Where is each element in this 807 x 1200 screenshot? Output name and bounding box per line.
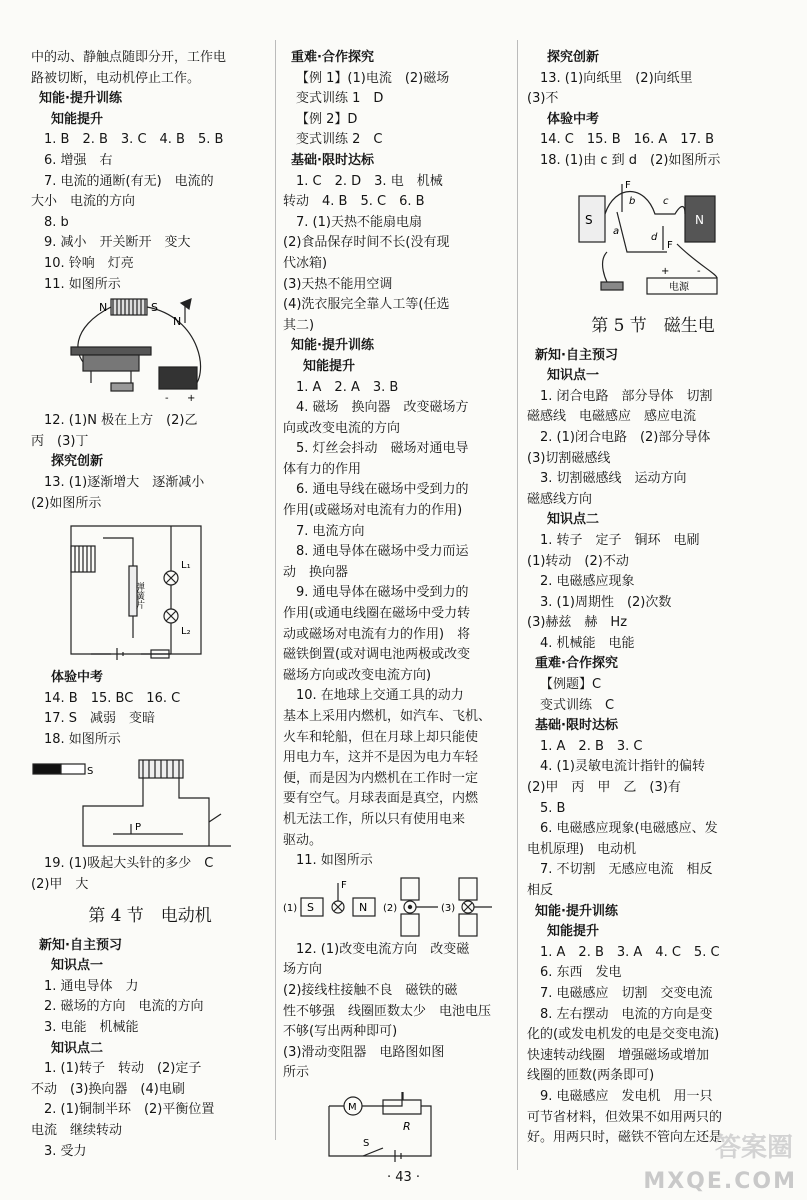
- r18-label-f1: F: [625, 179, 631, 191]
- text-line: 向或改变电流的方向: [283, 420, 401, 436]
- col3-block-a: [527, 48, 779, 172]
- text-line: (2)如图所示: [31, 495, 102, 511]
- text-line: 9. 减小 开关断开 变大: [44, 235, 191, 251]
- text-line: 中的动、静触点随即分开，工作电: [31, 50, 227, 65]
- m12-label-r: R: [403, 1119, 411, 1133]
- figure-11-svg: [31, 297, 231, 409]
- text-line: 8. 通电导体在磁场中受力而运: [296, 544, 469, 560]
- figure-motor-12-svg: [283, 1086, 511, 1170]
- text-line: 4. 机械能 电能: [540, 635, 635, 651]
- text-line: 10. 铃响 灯亮: [44, 255, 134, 271]
- text-line: (3)滑动变阻器 电路图如图: [283, 1044, 445, 1060]
- text-line: 【例题】C: [540, 677, 602, 693]
- text-line: 10. 在地球上交通工具的动力: [296, 688, 464, 704]
- text-line: 驱动。: [283, 832, 323, 848]
- text-line: 8. b: [44, 214, 69, 230]
- text-line: 11. 如图所示: [44, 276, 121, 292]
- col2-block-a: [283, 48, 511, 872]
- text-line: 3. 电能 机械能: [44, 1020, 139, 1036]
- figure-18-generator: [567, 174, 779, 306]
- text-line: 19. (1)吸起大头针的多少 C: [44, 856, 214, 872]
- text-line: 13. (1)逐渐增大 逐渐减小: [44, 474, 205, 490]
- text-line: 代冰箱): [283, 255, 328, 271]
- text-line: 6. 通电导线在磁场中受到力的: [296, 482, 469, 498]
- m11-label-p3: (3): [441, 902, 456, 914]
- fig13-label-l1: L₁: [181, 560, 191, 572]
- text-line: 18. 如图所示: [44, 731, 121, 747]
- text-line: 知能提升: [303, 358, 356, 374]
- text-line: 17. S 减弱 变暗: [44, 711, 156, 727]
- text-line: 11. 如图所示: [296, 853, 373, 869]
- watermark: MXQE.COM: [643, 1169, 797, 1194]
- text-line: 8. 左右摆动 电流的方向是变: [540, 1006, 713, 1022]
- r18-label-f2: F: [667, 239, 673, 251]
- col1-block-b: [31, 411, 269, 514]
- figure-18-generator-svg: [567, 174, 747, 306]
- text-line: (2)甲 大: [31, 877, 89, 893]
- text-line: 转动 4. B 5. C 6. B: [283, 194, 425, 210]
- text-line: 体验中考: [547, 111, 600, 127]
- text-line: 知识点一: [51, 958, 104, 974]
- text-line: 7. (1)天热不能扇电扇: [296, 214, 422, 230]
- text-line: 新知·自主预习: [535, 347, 618, 363]
- text-line: 磁感线方向: [527, 491, 593, 507]
- text-line: 所示: [283, 1065, 310, 1081]
- text-line: 7. 不切割 无感应电流 相反: [540, 862, 713, 878]
- text-line: 要有空气。月球表面是真空，内燃: [283, 791, 479, 807]
- text-line: 其二): [283, 317, 315, 333]
- text-line: 6. 东西 发电: [540, 965, 622, 981]
- fig18-label-s: S: [87, 766, 94, 778]
- text-line: 3. 切割磁感线 运动方向: [540, 471, 687, 487]
- figure-18-circuit: [31, 752, 269, 852]
- text-line: 12. (1)改变电流方向 改变磁: [296, 941, 470, 957]
- figure-11-circuit: [31, 297, 269, 409]
- column-1: [31, 48, 269, 1162]
- r18-label-a: a: [613, 225, 620, 237]
- text-line: 18. (1)由 c 到 d (2)如图所示: [540, 152, 721, 168]
- text-line: 知能提升: [51, 111, 104, 127]
- text-line: 1. 转子 定子 铜环 电刷: [540, 532, 700, 548]
- text-line: 相反: [527, 883, 554, 898]
- text-line: (3)不: [527, 91, 559, 107]
- text-line: (2)食品保存时间不长(没有现: [283, 235, 450, 251]
- figure-18-svg: [31, 752, 231, 852]
- text-line: 知能提升: [547, 924, 600, 940]
- text-line: 电流 继续转动: [31, 1123, 123, 1138]
- figure-motor-11: [283, 874, 511, 938]
- column-3: [527, 48, 779, 1149]
- fig11-label-plus: +: [187, 393, 196, 405]
- r18-label-d: d: [651, 231, 658, 243]
- m11-label-n: N: [359, 900, 368, 914]
- text-line: 6. 增强 右: [44, 152, 113, 168]
- m11-label-f: F: [341, 879, 347, 891]
- text-line: 14. B 15. BC 16. C: [44, 690, 181, 706]
- col3-block-b: [527, 346, 779, 1149]
- text-line: 新知·自主预习: [39, 937, 122, 953]
- text-line: 1. 闭合电路 部分导体 切割: [540, 388, 713, 404]
- text-line: 4. (1)灵敏电流计指针的偏转: [540, 759, 705, 775]
- text-line: 7. 电流方向: [296, 523, 365, 539]
- fig11-label-s: S: [151, 301, 158, 315]
- text-line: 化的(或发电机发的电是交变电流): [527, 1027, 720, 1043]
- text-line: 动 换向器: [283, 564, 349, 580]
- text-line: 知识点二: [51, 1040, 104, 1056]
- text-line: 知能·提升训练: [39, 91, 122, 107]
- text-line: 探究创新: [547, 50, 600, 65]
- text-line: 磁感线 电磁感应 感应电流: [527, 409, 697, 425]
- col1-block-a: [31, 48, 269, 295]
- fig13-label-spring: 弹簧片: [134, 582, 144, 610]
- text-line: 大小 电流的方向: [31, 194, 136, 210]
- r18-label-n: N: [695, 212, 704, 227]
- text-line: 2. (1)铜制半环 (2)平衡位置: [44, 1102, 215, 1118]
- text-line: 磁铁倒置(或对调电池两极或改变: [283, 647, 471, 663]
- text-line: 基础·限时达标: [535, 718, 618, 734]
- text-line: 知能·提升训练: [291, 338, 374, 354]
- column-divider-left: [275, 40, 276, 1140]
- section-title-4: 第 4 节 电动机: [88, 905, 212, 926]
- text-line: 14. C 15. B 16. A 17. B: [540, 132, 715, 148]
- text-line: 体有力的作用: [283, 461, 362, 477]
- text-line: 变式训练 C: [540, 697, 615, 713]
- r18-label-b: b: [629, 195, 636, 207]
- text-line: 变式训练 1 D: [296, 91, 384, 107]
- text-line: 好。用两只时，磁铁不管向左还是: [527, 1130, 723, 1146]
- text-line: 1. 通电导体 力: [44, 978, 139, 994]
- fig11-label-n: N: [99, 301, 108, 315]
- text-line: 1. C 2. D 3. 电 机械: [296, 173, 443, 189]
- text-line: 【例 2】D: [296, 111, 358, 127]
- text-line: 路被切断，电动机停止工作。: [31, 70, 201, 86]
- m12-label-s: S: [363, 1137, 370, 1149]
- text-line: 12. (1)N 极在上方 (2)乙: [44, 413, 198, 429]
- text-line: 4. 磁场 换向器 改变磁场方: [296, 400, 469, 416]
- col1-block-c: [31, 668, 269, 750]
- r18-label-plus: +: [661, 265, 670, 277]
- col2-block-b: [283, 940, 511, 1084]
- fig11-label-minus: -: [165, 393, 169, 405]
- col1-block-e: [31, 936, 269, 1163]
- text-line: 7. 电磁感应 切割 交变电流: [540, 985, 713, 1001]
- text-line: (3)切割磁感线: [527, 450, 611, 466]
- fig18-label-p: P: [135, 822, 142, 834]
- text-line: 场方向: [283, 962, 323, 978]
- text-line: (3)天热不能用空调: [283, 276, 393, 292]
- figure-13-svg: [31, 516, 231, 666]
- column-2: [283, 48, 511, 1172]
- r18-label-c: c: [663, 195, 669, 207]
- text-line: 探究创新: [51, 454, 104, 470]
- text-line: 磁场方向或改变电流方向): [283, 667, 432, 683]
- text-line: 重难·合作探究: [535, 656, 618, 672]
- watermark-logo-text: 答案圈: [714, 1133, 793, 1163]
- text-line: 【例 1】(1)电流 (2)磁场: [296, 70, 450, 86]
- text-line: 知能·提升训练: [535, 903, 618, 919]
- text-line: 火车和轮船，但在月球上却只能使: [283, 729, 479, 745]
- r18-label-minus: -: [697, 265, 701, 277]
- text-line: 快速转动线圈 增强磁场或增加: [527, 1047, 710, 1063]
- text-line: (2)接线柱接触不良 磁铁的磁: [283, 982, 458, 998]
- text-line: 便，而是因为内燃机在工作时一定: [283, 770, 479, 786]
- text-line: 1. B 2. B 3. C 4. B 5. B: [44, 132, 224, 148]
- figure-motor-12: [283, 1086, 511, 1170]
- text-line: 变式训练 2 C: [296, 132, 383, 148]
- text-line: 3. (1)周期性 (2)次数: [540, 594, 672, 610]
- text-line: 2. 磁场的方向 电流的方向: [44, 999, 204, 1015]
- fig13-label-l2: L₂: [181, 626, 191, 638]
- section-title-5: 第 5 节 磁生电: [591, 315, 715, 336]
- text-line: 2. 电磁感应现象: [540, 574, 635, 590]
- text-line: 1. (1)转子 转动 (2)定子: [44, 1061, 202, 1077]
- text-line: 重难·合作探究: [291, 50, 374, 65]
- text-line: 1. A 2. B 3. A 4. C 5. C: [540, 944, 720, 960]
- text-line: 1. A 2. A 3. B: [296, 379, 399, 395]
- m11-label-p1: (1): [283, 902, 298, 914]
- text-line: (1)转动 (2)不动: [527, 553, 629, 569]
- text-line: 1. A 2. B 3. C: [540, 738, 643, 754]
- text-line: 7. 电流的通断(有无) 电流的: [44, 173, 214, 189]
- column-divider-right: [517, 40, 518, 1170]
- text-line: 13. (1)向纸里 (2)向纸里: [540, 70, 693, 86]
- r18-label-s: S: [585, 212, 593, 227]
- text-line: 线圈的匝数(两条即可): [527, 1068, 655, 1084]
- text-line: (3)赫兹 赫 Hz: [527, 615, 628, 631]
- text-line: 不动 (3)换向器 (4)电刷: [31, 1081, 185, 1097]
- figure-motor-11-svg: [283, 874, 511, 938]
- text-line: 可节省材料，但效果不如用两只的: [527, 1109, 723, 1125]
- m11-label-s: S: [307, 900, 314, 914]
- text-line: 知识点一: [547, 368, 600, 384]
- text-line: 5. B: [540, 800, 566, 816]
- text-line: 6. 电磁感应现象(电磁感应、发: [540, 821, 718, 837]
- fig11-label-n2: N: [173, 315, 182, 329]
- text-line: 基本上采用内燃机，如汽车、飞机、: [283, 709, 492, 724]
- text-line: 动或磁场对电流有力的作用) 将: [283, 626, 471, 642]
- text-line: 机无法工作，所以只有使用电来: [283, 811, 466, 827]
- text-line: (4)洗衣服完全靠人工等(任选: [283, 297, 450, 313]
- m12-label-m: M: [348, 1101, 357, 1113]
- text-line: 丙 (3)丁: [31, 433, 89, 449]
- text-line: 3. 受力: [44, 1143, 87, 1159]
- text-line: 2. (1)闭合电路 (2)部分导体: [540, 429, 711, 445]
- figure-13-circuit: [31, 516, 269, 666]
- text-line: 作用(或通电线圈在磁场中受力转: [283, 606, 471, 622]
- text-line: 用电力车，这并不是因为电力车轻: [283, 750, 479, 766]
- page-number: · 43 ·: [386, 1170, 421, 1185]
- text-line: 体验中考: [51, 670, 104, 686]
- text-line: 5. 灯丝会抖动 磁场对通电导: [296, 441, 469, 457]
- text-line: 9. 通电导体在磁场中受到力的: [296, 585, 469, 601]
- r18-label-source: 电源: [669, 281, 689, 293]
- text-line: 基础·限时达标: [291, 152, 374, 168]
- col1-block-d: [31, 854, 269, 895]
- text-line: 知识点二: [547, 512, 600, 528]
- text-line: 电机原理) 电动机: [527, 841, 637, 857]
- text-line: 不够(写出两种即可): [283, 1024, 398, 1040]
- text-line: (2)甲 丙 甲 乙 (3)有: [527, 780, 681, 796]
- text-line: 作用(或磁场对电流有力的作用): [283, 503, 463, 519]
- text-line: 性不够强 线圈匝数太少 电池电压: [283, 1003, 492, 1019]
- m11-label-p2: (2): [383, 902, 398, 914]
- text-line: 9. 电磁感应 发电机 用一只: [540, 1088, 713, 1104]
